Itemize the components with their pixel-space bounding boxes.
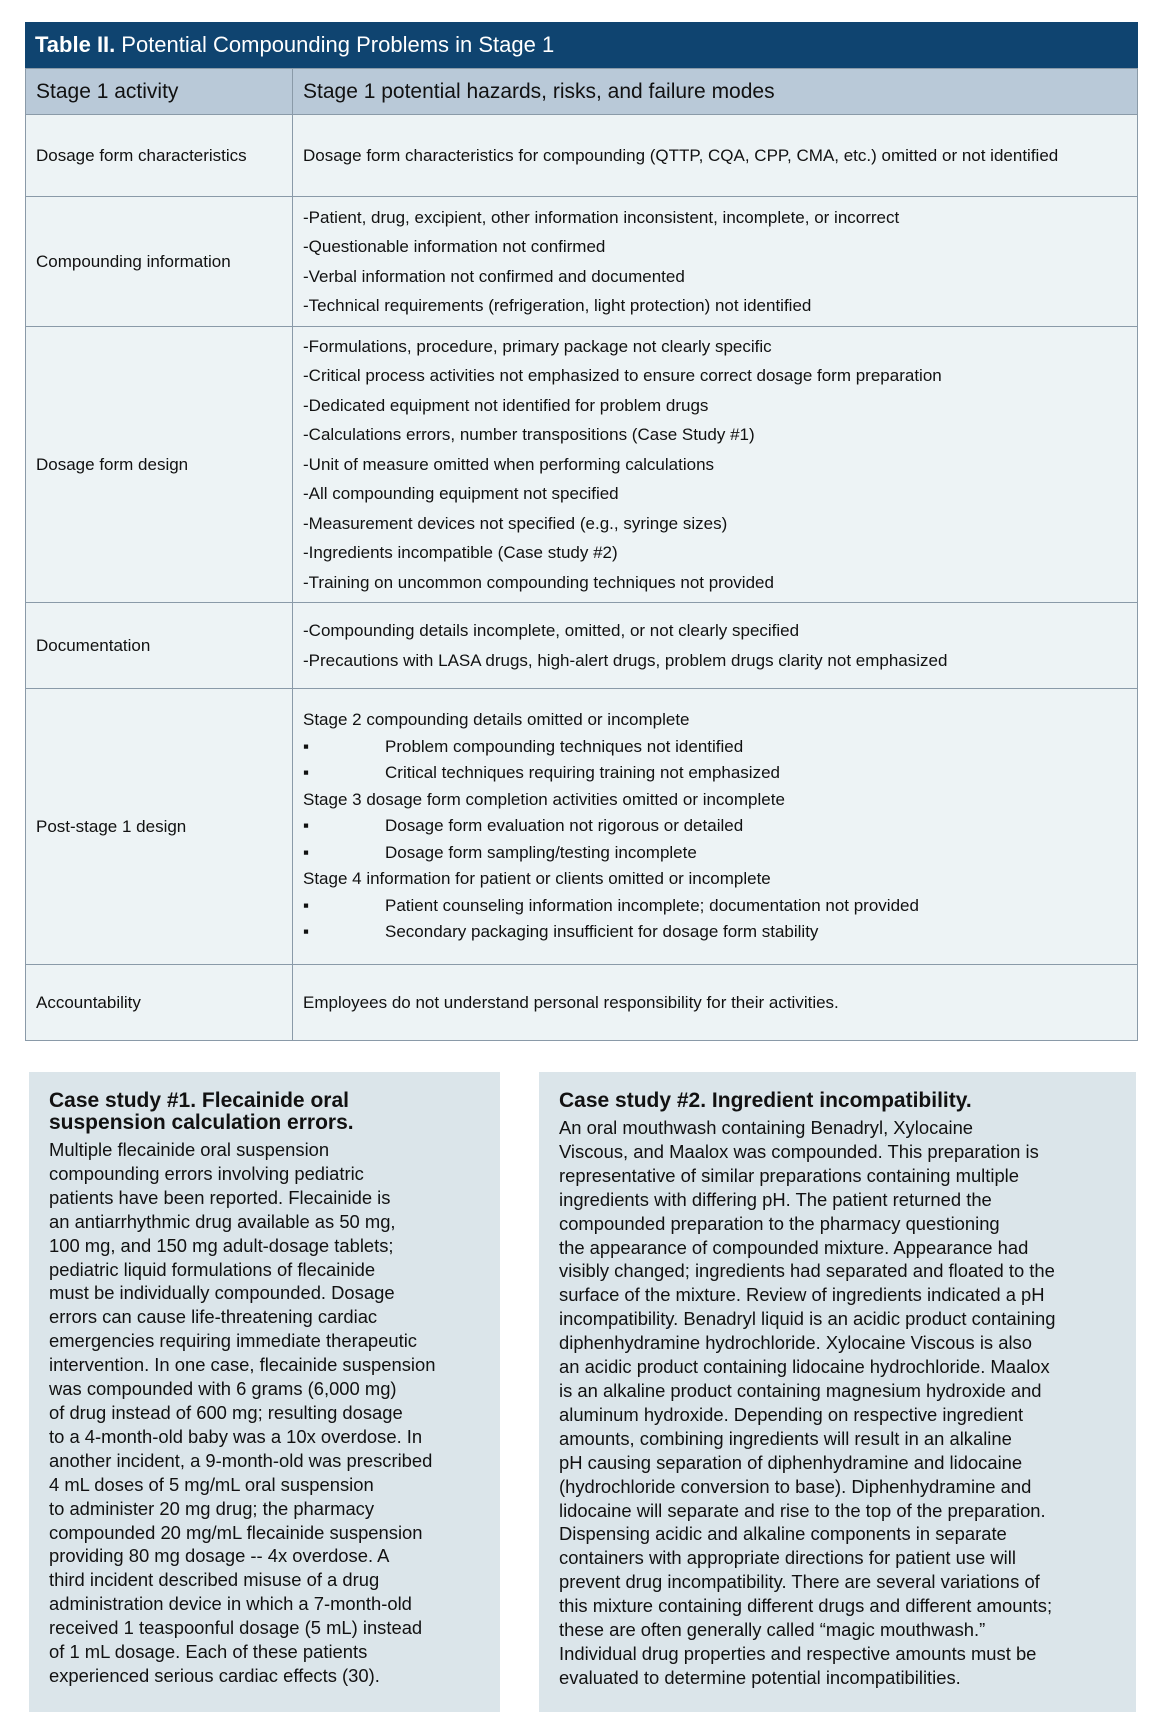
case-body-line: (hydrochloride conversion to base). Diphenhydramine and bbox=[559, 1475, 1032, 1497]
hazard-line: -Technical requirements (refrigeration, light protection) not identified bbox=[303, 296, 812, 315]
case-body-line: Viscous, and Maalox was compounded. This preparation is bbox=[559, 1140, 1039, 1162]
bullet-item bbox=[303, 919, 1127, 946]
case-body-line: pediatric liquid formulations of flecainide bbox=[49, 1258, 376, 1280]
case-title-line: Case study #2. Ingredient incompatibility. bbox=[559, 1089, 972, 1112]
hazards-cell bbox=[293, 689, 1138, 965]
hazards-cell bbox=[293, 197, 1138, 327]
case-body-line: evaluated to determine potential incompatibilities. bbox=[559, 1666, 961, 1688]
case-body-line: 100 mg, and 150 mg adult-dosage tablets; bbox=[49, 1234, 394, 1256]
bullet-item bbox=[303, 760, 1127, 787]
bullet-text: Critical techniques requiring training not emphasized bbox=[385, 763, 780, 783]
table-body bbox=[25, 68, 1138, 1041]
case-body-line: the appearance of compounded mixture. Appearance had bbox=[559, 1236, 1029, 1258]
case-body-line: Dispensing acidic and alkaline components in separate bbox=[559, 1523, 1007, 1545]
case-body-line: an acidic product containing lidocaine hydrochloride. Maalox bbox=[559, 1356, 1050, 1378]
case-body-line: another incident, a 9-month-old was prescribed bbox=[49, 1449, 433, 1471]
table-row bbox=[26, 327, 1138, 603]
case-body-line: compounded 20 mg/mL flecainide suspension bbox=[49, 1521, 423, 1543]
case-body-line: third incident described misuse of a drug bbox=[49, 1569, 380, 1591]
hazard-line: -Verbal information not confirmed and documented bbox=[303, 266, 685, 286]
case-body-line: aluminum hydroxide. Depending on respective ingredient bbox=[559, 1403, 1024, 1425]
hazard-line: Dosage form characteristics for compounding (QTTP, CQA, CPP, CMA, etc.) omitted or not identified bbox=[303, 145, 1059, 165]
case-study-2-box bbox=[539, 1072, 1136, 1712]
hazards-cell bbox=[293, 603, 1138, 689]
activity-cell: Dosage form characteristics bbox=[26, 115, 293, 197]
activity-cell: Compounding information bbox=[26, 197, 293, 327]
table-title bbox=[25, 22, 1138, 68]
hazard-line: -Dedicated equipment not identified for problem drugs bbox=[303, 395, 709, 415]
case-study-1-box bbox=[29, 1072, 500, 1712]
table-header-row bbox=[26, 69, 1138, 115]
hazard-line: -Critical process activities not emphasized to ensure correct dosage form preparation bbox=[303, 366, 942, 386]
case-body-line: administration device in which a 7-month-old bbox=[49, 1593, 412, 1615]
case-body-line: experienced serious cardiac effects (30). bbox=[49, 1664, 380, 1686]
stage-heading: Stage 4 information for patient or clients omitted or incomplete bbox=[303, 869, 771, 889]
case-body-line: errors can cause life-threatening cardiac bbox=[49, 1306, 378, 1328]
bullet-icon: ▪ bbox=[303, 736, 310, 756]
case-body-line: received 1 teaspoonful dosage (5 mL) instead bbox=[49, 1617, 423, 1639]
hazards-cell bbox=[293, 115, 1138, 197]
case-body-line: is an alkaline product containing magnesium hydroxide and bbox=[559, 1379, 1042, 1401]
case-study-1-body bbox=[49, 1138, 480, 1688]
hazards-cell bbox=[293, 327, 1138, 603]
case-body-line: An oral mouthwash containing Benadryl, Xylocaine bbox=[559, 1117, 974, 1138]
case-body-line: was compounded with 6 grams (6,000 mg) bbox=[49, 1378, 397, 1400]
case-body-line: ingredients with differing pH. The patient returned the bbox=[559, 1188, 992, 1210]
case-title-line: suspension calculation errors. bbox=[49, 1111, 354, 1134]
hazard-line: -All compounding equipment not specified bbox=[303, 484, 619, 504]
case-body-line: patients have been reported. Flecainide is bbox=[49, 1186, 391, 1208]
case-body-line: diphenhydramine hydrochloride. Xylocaine Viscous is also bbox=[559, 1332, 1032, 1354]
bullet-text: Dosage form sampling/testing incomplete bbox=[385, 842, 697, 862]
stage-heading: Stage 2 compounding details omitted or incomplete bbox=[303, 710, 690, 730]
header-hazards: Stage 1 potential hazards, risks, and failure modes bbox=[293, 69, 1138, 115]
case-body-line: these are often generally called “magic mouthwash.” bbox=[559, 1619, 986, 1641]
case-title-line: Case study #1. Flecainide oral bbox=[49, 1089, 349, 1112]
activity-cell: Post-stage 1 design bbox=[26, 689, 293, 965]
case-body-line: compounded preparation to the pharmacy questioning bbox=[559, 1212, 1000, 1234]
case-body-line: of 1 mL dosage. Each of these patients bbox=[49, 1641, 368, 1663]
case-body-line: must be individually compounded. Dosage bbox=[49, 1282, 395, 1304]
compounding-problems-table bbox=[25, 22, 1138, 1041]
bullet-icon: ▪ bbox=[303, 842, 310, 862]
bullet-text: Secondary packaging insufficient for dosage form stability bbox=[385, 922, 819, 942]
case-body-line: containers with appropriate directions for patient use will bbox=[559, 1547, 1016, 1569]
case-body-line: intervention. In one case, flecainide suspension bbox=[49, 1354, 436, 1376]
case-body-line: providing 80 mg dosage -- 4x overdose. A bbox=[49, 1545, 390, 1567]
case-body-line: to a 4-month-old baby was a 10x overdose. In bbox=[49, 1425, 423, 1447]
case-body-line: emergencies requiring immediate therapeutic bbox=[49, 1330, 418, 1352]
bullet-item bbox=[303, 893, 1127, 920]
case-study-2-title bbox=[559, 1090, 1116, 1112]
case-body-line: an antiarrhythmic drug available as 50 mg, bbox=[49, 1210, 396, 1232]
case-body-line: prevent drug incompatibility. There are several variations of bbox=[559, 1571, 1040, 1593]
hazard-line: -Training on uncommon compounding techniques not provided bbox=[303, 572, 774, 592]
case-body-line: to administer 20 mg drug; the pharmacy bbox=[49, 1497, 375, 1519]
bullet-icon: ▪ bbox=[303, 895, 310, 915]
stage-heading: Stage 3 dosage form completion activities omitted or incomplete bbox=[303, 789, 785, 809]
bullet-icon: ▪ bbox=[303, 816, 310, 836]
case-body-line: this mixture containing different drugs and different amounts; bbox=[559, 1595, 1053, 1617]
case-study-2-body bbox=[559, 1116, 1116, 1690]
case-body-line: compounding errors involving pediatric bbox=[49, 1162, 364, 1184]
case-body-line: 4 mL doses of 5 mg/mL oral suspension bbox=[49, 1473, 374, 1495]
case-body-line: visibly changed; ingredients had separated and floated to the bbox=[559, 1260, 1055, 1282]
bullet-item bbox=[303, 734, 1127, 761]
hazard-line: -Unit of measure omitted when performing calculations bbox=[303, 454, 715, 474]
table-row bbox=[26, 115, 1138, 197]
bullet-text: Dosage form evaluation not rigorous or detailed bbox=[385, 816, 744, 836]
header-activity: Stage 1 activity bbox=[26, 69, 293, 115]
bullet-item bbox=[303, 840, 1127, 867]
hazard-line: -Ingredients incompatible (Case study #2) bbox=[303, 543, 618, 563]
hazard-line: -Compounding details incomplete, omitted, or not clearly specified bbox=[303, 621, 800, 640]
case-body-line: of drug instead of 600 mg; resulting dosage bbox=[49, 1401, 403, 1423]
activity-cell: Documentation bbox=[26, 603, 293, 689]
hazard-line: Employees do not understand personal responsibility for their activities. bbox=[303, 992, 839, 1012]
bullet-item bbox=[303, 813, 1127, 840]
case-body-line: incompatibility. Benadryl liquid is an acidic product containing bbox=[559, 1308, 1056, 1330]
hazard-line: -Calculations errors, number transpositions (Case Study #1) bbox=[303, 425, 755, 445]
case-body-line: surface of the mixture. Review of ingredients indicated a pH bbox=[559, 1284, 1045, 1306]
table-row bbox=[26, 689, 1138, 965]
case-body-line: representative of similar preparations containing multiple bbox=[559, 1164, 1019, 1186]
hazard-line: -Formulations, procedure, primary package not clearly specific bbox=[303, 336, 772, 356]
hazard-line: -Patient, drug, excipient, other information inconsistent, incomplete, or incorrect bbox=[303, 207, 900, 227]
hazard-line: -Questionable information not confirmed bbox=[303, 237, 606, 256]
bullet-text: Problem compounding techniques not identified bbox=[385, 736, 744, 756]
case-body-line: Multiple flecainide oral suspension bbox=[49, 1139, 330, 1160]
case-body-line: pH causing separation of diphenhydramine and lidocaine bbox=[559, 1451, 1023, 1473]
table-title-text: Potential Compounding Problems in Stage 1 bbox=[121, 32, 555, 57]
table-row bbox=[26, 603, 1138, 689]
case-body-line: lidocaine will separate and rise to the top of the preparation. bbox=[559, 1499, 1046, 1521]
table-row bbox=[26, 965, 1138, 1041]
activity-cell: Dosage form design bbox=[26, 327, 293, 603]
table-title-label: Table II. bbox=[35, 32, 116, 57]
bullet-text: Patient counseling information incomplete; documentation not provided bbox=[385, 895, 919, 915]
hazard-line: -Measurement devices not specified (e.g., syringe sizes) bbox=[303, 513, 728, 533]
case-study-1-title bbox=[49, 1090, 480, 1134]
hazards-cell bbox=[293, 965, 1138, 1041]
case-body-line: amounts, combining ingredients will result in an alkaline bbox=[559, 1427, 1012, 1449]
table-row bbox=[26, 197, 1138, 327]
hazard-line: -Precautions with LASA drugs, high-alert drugs, problem drugs clarity not emphasized bbox=[303, 650, 948, 670]
bullet-icon: ▪ bbox=[303, 922, 310, 942]
bullet-icon: ▪ bbox=[303, 763, 310, 783]
activity-cell: Accountability bbox=[26, 965, 293, 1041]
case-body-line: Individual drug properties and respective amounts must be bbox=[559, 1642, 1037, 1664]
